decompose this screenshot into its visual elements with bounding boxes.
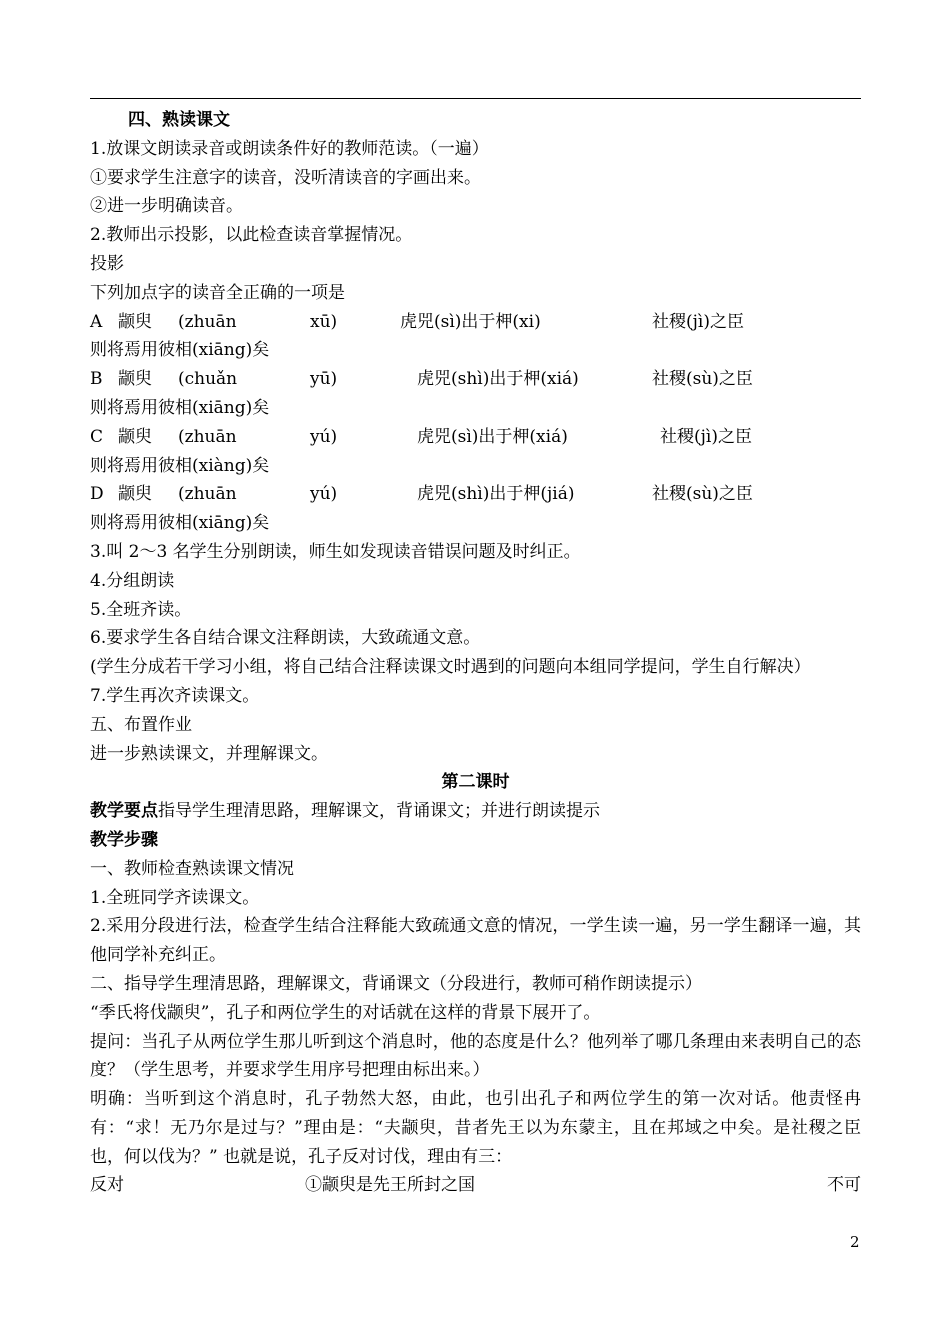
reason-diagram-row <box>90 1171 861 1200</box>
clarify-paragraph: 明确：当听到这个消息时，孔子勃然大怒，由此，也引出孔子和两位学生的第一次对话。他责怪冉有：“求！无乃尔是过与？”理由是：“夫颛臾，昔者先王以为东蒙主，且在邦域之中矣。是社稷之臣也，何以伐为？” 也就是说，孔子反对讨伐，理由有三： <box>90 1089 861 1167</box>
quiz-question: 下列加点字的读音全正确的一项是 <box>90 282 345 303</box>
step-2: 2.教师出示投影，以此检查读音掌握情况。 <box>90 225 413 246</box>
option-end: 社稷(sù)之臣 <box>652 369 753 390</box>
option-pinyin-2: yū) <box>310 369 338 390</box>
key-points <box>90 797 861 826</box>
option-d <box>90 480 861 509</box>
option-mid: 虎兕(shì)出于柙(jiá) <box>417 484 575 505</box>
key-points-label: 教学要点 <box>90 801 158 822</box>
step-1b: ②进一步明确读音。 <box>90 196 243 217</box>
step-1a: ①要求学生注意字的读音，没听清读音的字画出来。 <box>90 167 481 188</box>
option-mid: 虎兕(shì)出于柙(xiá) <box>417 369 579 390</box>
option-mid: 虎兕(sì)出于柙(xiá) <box>417 426 568 447</box>
option-word: 颛臾 <box>118 484 152 505</box>
option-pinyin-1: (zhuān <box>178 484 237 505</box>
option-pinyin-2: xū) <box>310 311 338 332</box>
step-4: 4.分组朗读 <box>90 570 175 591</box>
option-letter: C <box>90 426 104 447</box>
option-letter: B <box>90 369 103 390</box>
projection-label: 投影 <box>90 253 124 274</box>
option-word: 颛臾 <box>118 311 152 332</box>
lesson2-step1a: 1.全班同学齐读课文。 <box>90 887 260 908</box>
key-points-text: 指导学生理清思路，理解课文，背诵课文；并进行朗读提示 <box>158 801 600 822</box>
option-a <box>90 308 861 337</box>
section5-heading: 五、布置作业 <box>90 714 192 735</box>
step-6: 6.要求学生各自结合课文注释朗读，大致疏通文意。 <box>90 628 481 649</box>
question-paragraph: 提问：当孔子从两位学生那儿听到这个消息时，他的态度是什么？他列举了哪几条理由来表明自己的态度？（学生思考，并要求学生用序号把理由标出来。） <box>90 1031 861 1081</box>
lesson2-step2: 二、指导学生理清思路，理解课文，背诵课文（分段进行，教师可稍作朗读提示） <box>90 973 702 994</box>
lesson2-step1b: 2.采用分段进行法，检查学生结合注释能大致疏通文意的情况，一学生读一遍，另一学生翻译一遍，其他同学补充纠正。 <box>90 916 861 966</box>
option-pinyin-2: yú) <box>310 426 338 447</box>
option-pinyin-2: yú) <box>310 484 338 505</box>
step-7: 7.学生再次齐读课文。 <box>90 685 260 706</box>
diagram-mid: ①颛臾是先王所封之国 <box>305 1175 475 1196</box>
option-pinyin-1: (zhuān <box>178 426 237 447</box>
option-a-line2: 则将焉用彼相(xiāng)矣 <box>90 340 270 361</box>
option-c-line2: 则将焉用彼相(xiàng)矣 <box>90 455 270 476</box>
step-1: 1.放课文朗读录音或朗读条件好的教师范读。（一遍） <box>90 138 489 159</box>
header-rule <box>90 98 861 99</box>
option-pinyin-1: (chuǎn <box>178 369 238 390</box>
option-end: 社稷(sù)之臣 <box>652 484 753 505</box>
option-word: 颛臾 <box>118 426 152 447</box>
option-letter: A <box>90 311 103 332</box>
quote-line: “季氏将伐颛臾”，孔子和两位学生的对话就在这样的背景下展开了。 <box>90 1002 601 1023</box>
lesson2-title: 第二课时 <box>441 772 510 793</box>
option-pinyin-1: (zhuān <box>178 311 237 332</box>
section5-text: 进一步熟读课文，并理解课文。 <box>90 743 328 764</box>
document-body <box>90 106 861 1200</box>
option-word: 颛臾 <box>118 369 152 390</box>
option-end: 社稷(jì)之臣 <box>652 311 744 332</box>
option-letter: D <box>90 484 104 505</box>
lesson2-step1: 一、教师检查熟读课文情况 <box>90 858 294 879</box>
step-6-note: (学生分成若干学习小组，将自己结合注释读课文时遇到的问题向本组同学提问，学生自行解决） <box>90 657 811 678</box>
section4-heading: 四、熟读课文 <box>128 110 230 130</box>
diagram-left: 反对 <box>90 1175 124 1196</box>
page-number: 2 <box>850 1233 860 1251</box>
option-d-line2: 则将焉用彼相(xiāng)矣 <box>90 513 270 534</box>
steps-label: 教学步骤 <box>90 829 158 850</box>
step-3: 3.叫 2～3 名学生分别朗读，师生如发现读音错误问题及时纠正。 <box>90 541 581 562</box>
option-end: 社稷(jì)之臣 <box>660 426 752 447</box>
option-mid: 虎兕(sì)出于柙(xi) <box>400 311 541 332</box>
option-b-line2: 则将焉用彼相(xiāng)矣 <box>90 397 270 418</box>
option-b <box>90 365 861 394</box>
diagram-right: 不可 <box>827 1175 861 1196</box>
option-c <box>90 423 861 452</box>
step-5: 5.全班齐读。 <box>90 599 192 620</box>
